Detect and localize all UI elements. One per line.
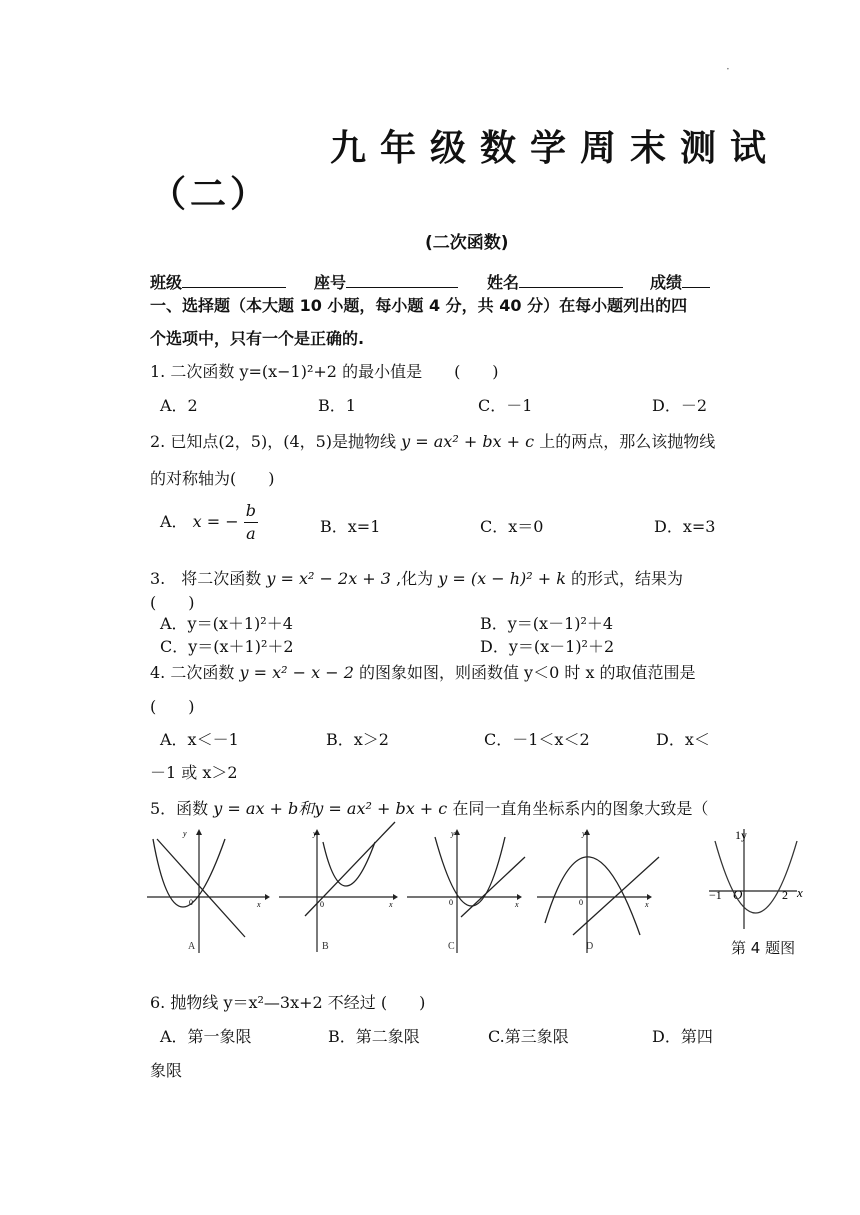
q2-option-c: C．x＝0 bbox=[480, 517, 544, 536]
q1-stem: 1. 二次函数 y=(x−1)²+2 的最小值是 ( ) bbox=[150, 362, 499, 381]
section-heading: 一、选择题（本大题 10 小题，每小题 4 分，共 40 分）在每小题列出的四 bbox=[150, 296, 688, 315]
svg-text:0: 0 bbox=[320, 900, 324, 909]
q4-option-b: B．x＞2 bbox=[326, 730, 389, 749]
svg-text:0: 0 bbox=[449, 898, 453, 907]
svg-text:x: x bbox=[389, 900, 393, 909]
q6-option-c: C.第三象限 bbox=[488, 1027, 569, 1046]
q3-option-c: C．y＝(x＋1)²＋2 bbox=[160, 637, 294, 656]
svg-text:x: x bbox=[257, 900, 261, 909]
name-label: 姓名 bbox=[487, 273, 520, 292]
svg-text:x: x bbox=[515, 900, 519, 909]
q5-stem: 5．函数 y = ax + b和y = ax² + bx + c 在同一直角坐标系内的图象大致是（ bbox=[150, 799, 709, 818]
q3-option-d: D．y＝(x－1)²＋2 bbox=[480, 637, 615, 656]
q6-option-d-cont: 象限 bbox=[150, 1061, 183, 1080]
q1-option-c: C．－1 bbox=[478, 396, 533, 415]
info-row bbox=[150, 270, 286, 293]
q2-fraction: $\frac{b}{a}$ bbox=[245, 501, 257, 543]
q4-option-d: D．x＜ bbox=[656, 730, 710, 749]
q4-paren: ( ) bbox=[150, 697, 195, 716]
svg-text:x: x bbox=[797, 885, 803, 900]
q5-graph-d bbox=[535, 825, 660, 955]
q6-option-a: A．第一象限 bbox=[160, 1027, 252, 1046]
graph-c-label: C bbox=[448, 941, 455, 952]
name-field[interactable] bbox=[519, 273, 623, 288]
q4-figure-caption: 第 4 题图 bbox=[731, 939, 796, 957]
svg-text:y: y bbox=[451, 829, 455, 838]
seat-field[interactable] bbox=[346, 273, 458, 288]
q1-option-b: B．1 bbox=[318, 396, 356, 415]
q3-paren: ( ) bbox=[150, 593, 195, 612]
q3-option-b: B．y＝(x－1)²＋4 bbox=[480, 614, 614, 633]
score-label: 成绩 bbox=[650, 273, 683, 292]
q5-graph-c bbox=[405, 825, 530, 955]
svg-text:y: y bbox=[183, 829, 187, 838]
q6-stem: 6. 抛物线 y＝x²—3x+2 不经过 ( ) bbox=[150, 993, 426, 1012]
svg-text:0: 0 bbox=[189, 898, 193, 907]
q5-graph-a bbox=[145, 825, 270, 955]
q4-option-d-cont: －1 或 x＞2 bbox=[150, 763, 238, 782]
page-title-part2: （二） bbox=[150, 174, 271, 215]
q5-graph-b bbox=[275, 820, 400, 955]
page-title: 九年级数学周末测试 bbox=[330, 128, 781, 169]
q2-stem: 2. 已知点(2，5)，(4，5)是抛物线 y = ax² + bx + c 上的两点，那么该抛物线 bbox=[150, 432, 716, 451]
page-subtitle: (二次函数) bbox=[425, 233, 509, 253]
svg-text:y: y bbox=[582, 829, 586, 838]
graph-b-label: B bbox=[322, 941, 329, 952]
graph-a-label: A bbox=[188, 941, 196, 952]
svg-text:y: y bbox=[313, 829, 317, 838]
q3-option-a: A．y＝(x＋1)²＋4 bbox=[160, 614, 293, 633]
q2-option-a: A． x = − $\frac{b}{a}$ bbox=[160, 501, 257, 543]
q4-stem: 4. 二次函数 y = x² − x − 2 的图象如图，则函数值 y＜0 时 x 的取值范围是 bbox=[150, 663, 696, 682]
svg-text:x: x bbox=[645, 900, 649, 909]
class-label: 班级 bbox=[150, 273, 183, 292]
svg-text:0: 0 bbox=[579, 898, 583, 907]
q2-option-d: D．x=3 bbox=[654, 517, 716, 536]
svg-text:2: 2 bbox=[782, 888, 788, 902]
q6-option-d: D．第四 bbox=[652, 1027, 713, 1046]
q1-option-d: D．－2 bbox=[652, 396, 708, 415]
seat-label: 座号 bbox=[314, 273, 347, 292]
q2-stem-cont: 的对称轴为( ) bbox=[150, 469, 275, 488]
section-heading-cont: 个选项中，只有一个是正确的. bbox=[150, 329, 365, 348]
q2-option-b: B．x=1 bbox=[320, 517, 381, 536]
q4-option-c: C．－1＜x＜2 bbox=[484, 730, 590, 749]
svg-text:O: O bbox=[733, 887, 743, 902]
q4-option-a: A．x＜－1 bbox=[160, 730, 239, 749]
score-field[interactable] bbox=[682, 273, 710, 288]
corner-dot: · bbox=[726, 62, 730, 76]
q4-figure bbox=[705, 825, 815, 930]
q1-option-a: A．2 bbox=[160, 396, 198, 415]
class-field[interactable] bbox=[182, 273, 286, 288]
svg-text:−1: −1 bbox=[709, 888, 722, 902]
q2-expression: y = ax² + bx + c bbox=[401, 432, 535, 451]
q3-stem: 3. 将二次函数 y = x² − 2x + 3 ,化为 y = (x − h)² + k 的形式，结果为 bbox=[150, 569, 684, 588]
graph-d-label: D bbox=[586, 941, 594, 952]
svg-text:1y: 1y bbox=[735, 828, 747, 842]
q6-option-b: B．第二象限 bbox=[328, 1027, 420, 1046]
